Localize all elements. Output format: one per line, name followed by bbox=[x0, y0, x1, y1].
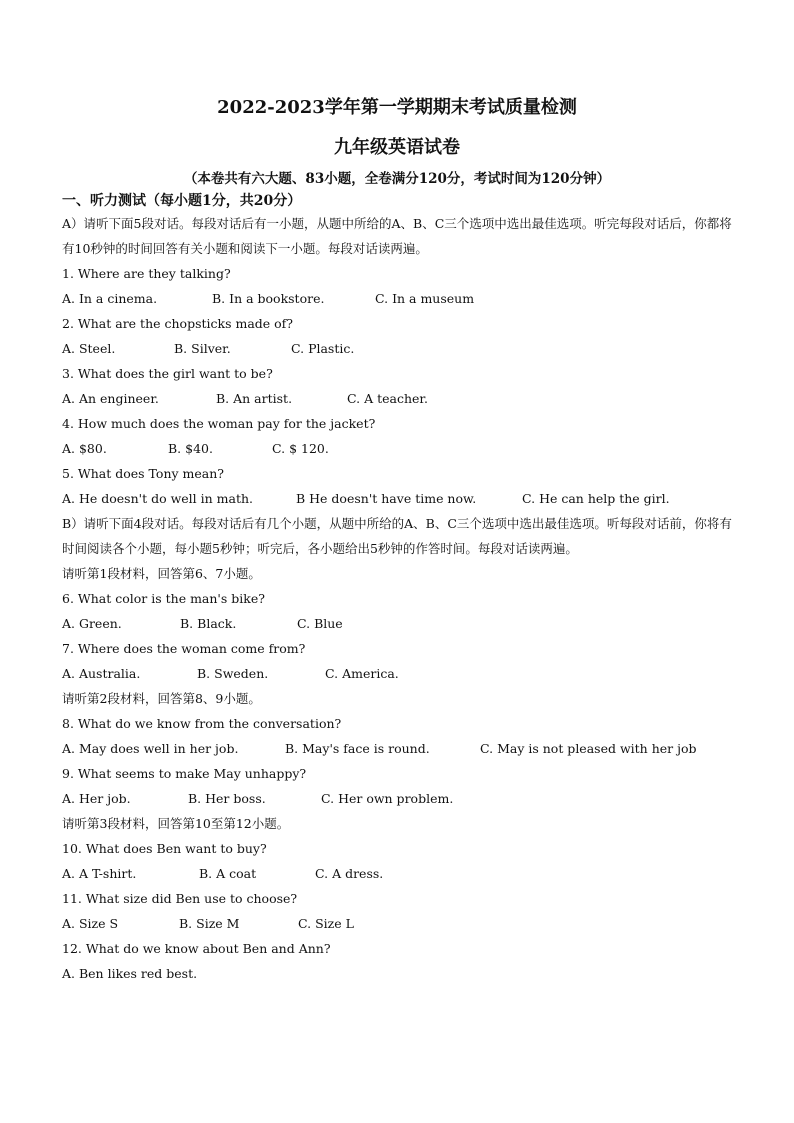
option-c: C. Blue bbox=[297, 616, 343, 631]
segment-3-heading: 请听第3段材料，回答第10至第12小题。 bbox=[62, 816, 290, 831]
option-a: A. Her job. bbox=[62, 791, 131, 806]
option-c: C. Plastic. bbox=[291, 341, 355, 356]
exam-subtitle: 九年级英语试卷 bbox=[334, 137, 460, 158]
question-9-options bbox=[62, 786, 732, 811]
question-10-options bbox=[62, 861, 732, 886]
question-3: 3. What does the girl want to be? bbox=[62, 366, 273, 381]
option-a: A. Australia. bbox=[62, 666, 141, 681]
exam-page bbox=[62, 96, 732, 986]
option-b: B. In a bookstore. bbox=[212, 291, 325, 306]
option-a: A. A T-shirt. bbox=[62, 866, 137, 881]
option-a: A. An engineer. bbox=[62, 391, 159, 406]
option-b: B. May's face is round. bbox=[285, 741, 430, 756]
question-11: 11. What size did Ben use to choose? bbox=[62, 891, 298, 906]
question-9: 9. What seems to make May unhappy? bbox=[62, 766, 307, 781]
option-b: B. Her boss. bbox=[188, 791, 266, 806]
option-b: B. $40. bbox=[168, 441, 213, 456]
question-12: 12. What do we know about Ben and Ann? bbox=[62, 941, 331, 956]
option-c: C. Her own problem. bbox=[321, 791, 454, 806]
question-1-options bbox=[62, 286, 732, 311]
option-c: C. $ 120. bbox=[272, 441, 329, 456]
question-4-options bbox=[62, 436, 732, 461]
option-a: A. May does well in her job. bbox=[62, 741, 239, 756]
section-heading: 一、听力测试（每小题1分，共20分） bbox=[62, 193, 302, 209]
option-c: C. A teacher. bbox=[347, 391, 428, 406]
option-a: A. Steel. bbox=[62, 341, 116, 356]
option-c: C. A dress. bbox=[315, 866, 384, 881]
question-10: 10. What does Ben want to buy? bbox=[62, 841, 267, 856]
question-4: 4. How much does the woman pay for the jacket? bbox=[62, 416, 376, 431]
option-b: B. Sweden. bbox=[197, 666, 269, 681]
option-a: A. In a cinema. bbox=[62, 291, 158, 306]
option-b: B. Size M bbox=[179, 916, 240, 931]
option-a: A. Size S bbox=[62, 916, 119, 931]
question-5: 5. What does Tony mean? bbox=[62, 466, 224, 481]
exam-title: 2022-2023学年第一学期期末考试质量检测 bbox=[217, 97, 577, 118]
question-3-options bbox=[62, 386, 732, 411]
segment-1-heading: 请听第1段材料，回答第6、7小题。 bbox=[62, 566, 261, 581]
question-8: 8. What do we know from the conversation? bbox=[62, 716, 342, 731]
option-c: C. America. bbox=[325, 666, 399, 681]
option-b: B He doesn't have time now. bbox=[296, 491, 477, 506]
option-a: A. Green. bbox=[62, 616, 122, 631]
question-2: 2. What are the chopsticks made of? bbox=[62, 316, 293, 331]
option-a: A. Ben likes red best. bbox=[62, 966, 198, 981]
question-1: 1. Where are they talking? bbox=[62, 266, 231, 281]
question-7-options bbox=[62, 661, 732, 686]
option-b: B. A coat bbox=[199, 866, 257, 881]
question-2-options bbox=[62, 336, 732, 361]
option-c: C. Size L bbox=[298, 916, 354, 931]
question-7: 7. Where does the woman come from? bbox=[62, 641, 306, 656]
part-a-instructions: A）请听下面5段对话。每段对话后有一小题，从题中所给的A、B、C三个选项中选出最佳选项。听完每段对话后，你都将有10秒钟的时间回答有关小题和阅读下一小题。每段对话读两遍。 bbox=[62, 216, 732, 256]
question-5-options bbox=[62, 486, 732, 511]
option-b: B. An artist. bbox=[216, 391, 293, 406]
question-11-options bbox=[62, 911, 732, 936]
option-a: A. $80. bbox=[62, 441, 107, 456]
part-b-instructions: B）请听下面4段对话。每段对话后有几个小题，从题中所给的A、B、C三个选项中选出最佳选项。听每段对话前，你将有时间阅读各个小题，每小题5秒钟；听完后，各小题给出5秒钟的作答时间。每段对话读两遍。 bbox=[62, 516, 732, 556]
question-6-options bbox=[62, 611, 732, 636]
question-8-options bbox=[62, 736, 732, 761]
segment-2-heading: 请听第2段材料，回答第8、9小题。 bbox=[62, 691, 261, 706]
exam-note: （本卷共有六大题、83小题，全卷满分120分，考试时间为120分钟） bbox=[183, 171, 611, 187]
option-b: B. Silver. bbox=[174, 341, 231, 356]
option-b: B. Black. bbox=[180, 616, 237, 631]
option-c: C. He can help the girl. bbox=[522, 491, 670, 506]
option-c: C. In a museum bbox=[375, 291, 475, 306]
option-a: A. He doesn't do well in math. bbox=[62, 491, 254, 506]
option-c: C. May is not pleased with her job bbox=[480, 741, 697, 756]
question-6: 6. What color is the man's bike? bbox=[62, 591, 265, 606]
